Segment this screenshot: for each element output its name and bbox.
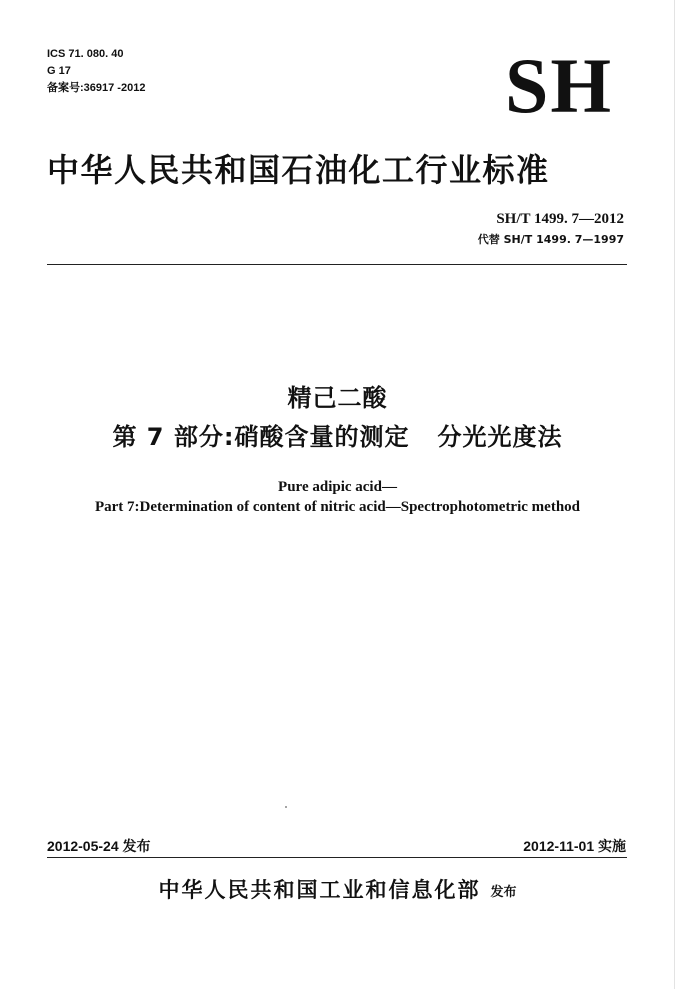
industry-standard-title: 中华人民共和国石油化工行业标准	[47, 151, 550, 189]
implementation-date: 2012-11-01 实施	[523, 838, 626, 854]
ics-code: ICS 71. 080. 40	[47, 48, 124, 60]
english-title-main: Pure adipic acid—	[278, 479, 397, 495]
sh-logo: SH	[505, 42, 614, 129]
publisher-suffix: 发布	[490, 885, 517, 900]
chinese-title-part: 第 7 部分:硝酸含量的测定 分光光度法	[112, 423, 563, 451]
issue-date: 2012-05-24 发布	[47, 838, 151, 854]
ccs-code: G 17	[47, 65, 71, 77]
page-edge	[674, 0, 675, 989]
chinese-title-main: 精己二酸	[287, 384, 388, 412]
english-title-part: Part 7:Determination of content of nitric acid—Spectrophotometric method	[94, 499, 581, 515]
top-divider	[47, 264, 627, 265]
publisher-name: 中华人民共和国工业和信息化部	[158, 878, 481, 902]
bottom-divider	[47, 857, 627, 858]
replaces-standard: 代替 SH/T 1499. 7—1997	[477, 233, 624, 246]
standard-number: SH/T 1499. 7—2012	[496, 211, 624, 227]
publisher-line	[0, 877, 675, 906]
filing-number: 备案号:36917 -2012	[47, 82, 146, 94]
scan-speck	[285, 806, 287, 808]
